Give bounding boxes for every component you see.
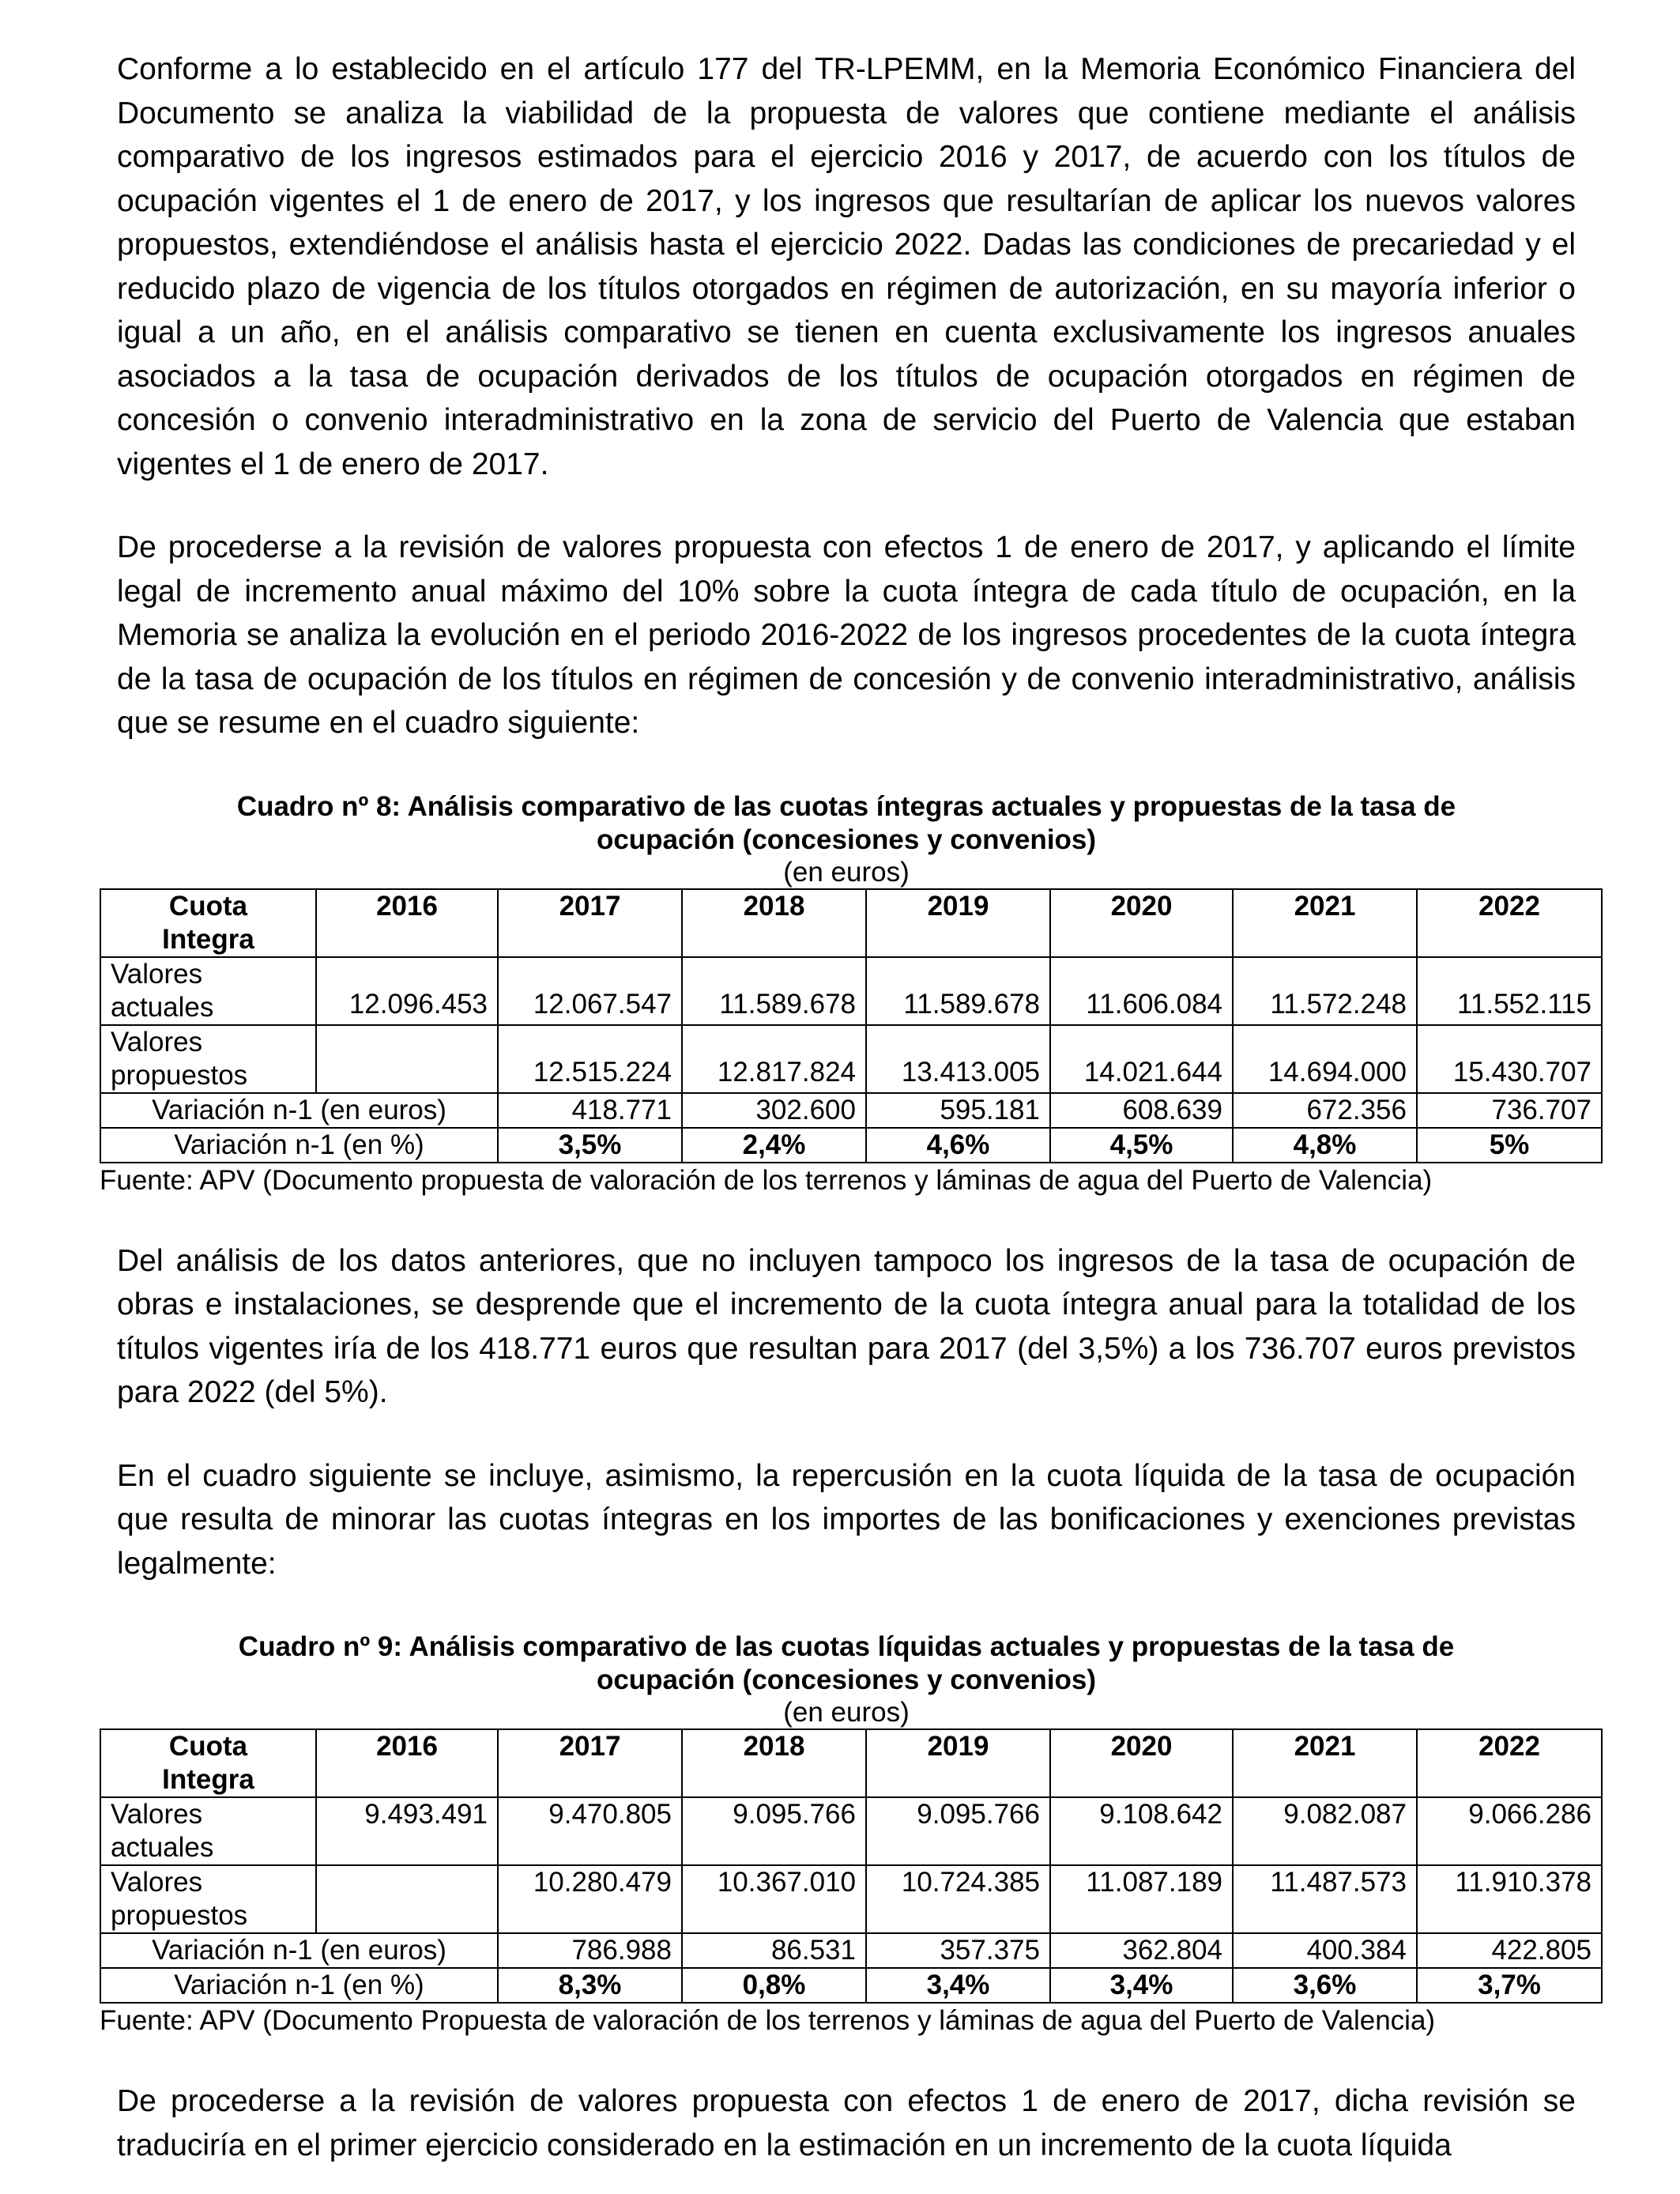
table-8-source: Fuente: APV (Documento propuesta de valoración de los terrenos y láminas de agua del Puerto de Valencia): [100, 1164, 1433, 1196]
row-label-line-2: propuestos: [111, 1059, 248, 1091]
row-label-line-2: propuestos: [111, 1900, 248, 1931]
cell-variation-pct: 3,4%: [1050, 1968, 1233, 2003]
cell-proposed: 14.021.644: [1050, 1025, 1233, 1093]
header-label-cell: [100, 889, 316, 957]
cell-actual: 11.606.084: [1050, 957, 1233, 1025]
table-row-variation-pct: [100, 1128, 1602, 1163]
cell-variation-euros: 357.375: [866, 1933, 1050, 1968]
header-year: 2019: [866, 1729, 1050, 1797]
cell-proposed: 12.817.824: [682, 1025, 866, 1093]
header-year: 2018: [682, 1729, 866, 1797]
table-row-actual: [100, 957, 1602, 1025]
cell-variation-euros: 422.805: [1417, 1933, 1602, 1968]
cell-variation-euros: 362.804: [1050, 1933, 1233, 1968]
table-row-proposed: [100, 1865, 1602, 1933]
cell-variation-pct: 4,8%: [1233, 1128, 1417, 1163]
table-row-actual: [100, 1797, 1602, 1865]
cell-proposed: 12.515.224: [498, 1025, 682, 1093]
row-label-line-2: actuales: [111, 1832, 214, 1863]
paragraph-2: De procederse a la revisión de valores propuesta con efectos 1 de enero de 2017, y aplicando el límite legal de incremento anual máximo del 10% sobre la cuota íntegra de cada título de ocupación, en la Memoria se analiza la evolución en el periodo 2016-2022 de los ingresos procedentes de la cuota íntegra de la tasa de ocupación de los títulos en régimen de concesión y de convenio interadministrativo, análisis que se resume en el cuadro siguiente:: [117, 530, 1576, 740]
table-row-variation-euros: [100, 1933, 1602, 1968]
table-9-caption: [93, 1630, 1599, 1697]
paragraph-3: Del análisis de los datos anteriores, que no incluyen tampoco los ingresos de la tasa de ocupación de obras e instalaciones, se desprende que el incremento de la cuota íntegra anual para la totalidad de los títulos vigentes iría de los 418.771 euros que resultan para 2017 (del 3,5%) a los 736.707 euros previstos para 2022 (del 5%).: [117, 1243, 1576, 1409]
cell-variation-pct: 4,6%: [866, 1128, 1050, 1163]
cell-actual: 11.552.115: [1417, 957, 1602, 1025]
cell-actual: 9.470.805: [498, 1797, 682, 1865]
cell-variation-pct: 3,7%: [1417, 1968, 1602, 2003]
table-8-caption-line-2: ocupación (concesiones y convenios): [596, 824, 1097, 855]
cell-variation-euros: 736.707: [1417, 1093, 1602, 1128]
header-year: 2017: [498, 1729, 682, 1797]
cell-variation-pct: 8,3%: [498, 1968, 682, 2003]
cell-variation-pct: 4,5%: [1050, 1128, 1233, 1163]
cell-variation-pct: 0,8%: [682, 1968, 866, 2003]
table-row-variation-euros: [100, 1093, 1602, 1128]
header-year: 2016: [316, 1729, 498, 1797]
row-label-line-1: Valores: [111, 1867, 203, 1898]
row-label-variation-pct: Variación n-1 (en %): [100, 1968, 498, 2003]
header-label-cell: [100, 1729, 316, 1797]
table-8: [100, 888, 1603, 1163]
cell-proposed: 14.694.000: [1233, 1025, 1417, 1093]
row-label-actual: [100, 957, 316, 1025]
table-9: [100, 1728, 1603, 2004]
header-year: 2017: [498, 889, 682, 957]
row-label-actual: [100, 1797, 316, 1865]
cell-variation-pct: 3,5%: [498, 1128, 682, 1163]
row-label-line-1: Valores: [111, 958, 203, 990]
table-header-row: [100, 1729, 1602, 1797]
header-year: 2020: [1050, 1729, 1233, 1797]
cell-variation-pct: 2,4%: [682, 1128, 866, 1163]
cell-variation-pct: 3,6%: [1233, 1968, 1417, 2003]
header-year: 2022: [1417, 889, 1602, 957]
table-9-block: [100, 1630, 1591, 2038]
table-8-caption: [93, 790, 1599, 857]
cell-actual: 9.095.766: [866, 1797, 1050, 1865]
cell-proposed: 13.413.005: [866, 1025, 1050, 1093]
row-label-variation-euros: Variación n-1 (en euros): [100, 1933, 498, 1968]
row-label-line-1: Valores: [111, 1026, 203, 1057]
cell-actual: 11.589.678: [682, 957, 866, 1025]
cell-proposed: 10.367.010: [682, 1865, 866, 1933]
header-label-line-2: Integra: [162, 923, 254, 955]
cell-variation-pct: 3,4%: [866, 1968, 1050, 2003]
header-label-line-1: Cuota: [168, 890, 248, 922]
table-8-block: [100, 790, 1591, 1198]
row-label-variation-euros: Variación n-1 (en euros): [100, 1093, 498, 1128]
cell-actual: 9.493.491: [316, 1797, 498, 1865]
header-label-line-1: Cuota: [168, 1731, 248, 1762]
cell-proposed: 11.087.189: [1050, 1865, 1233, 1933]
row-label-proposed: [100, 1025, 316, 1093]
cell-variation-euros: 418.771: [498, 1093, 682, 1128]
cell-variation-euros: 86.531: [682, 1933, 866, 1968]
row-label-proposed: [100, 1865, 316, 1933]
cell-actual: 12.096.453: [316, 957, 498, 1025]
row-label-line-1: Valores: [111, 1799, 203, 1830]
document-page: [100, 47, 1591, 2167]
header-year: 2021: [1233, 1729, 1417, 1797]
row-label-variation-pct: Variación n-1 (en %): [100, 1128, 498, 1163]
cell-variation-euros: 672.356: [1233, 1093, 1417, 1128]
header-label-line-2: Integra: [162, 1764, 254, 1795]
cell-proposed: 11.910.378: [1417, 1865, 1602, 1933]
cell-variation-euros: 302.600: [682, 1093, 866, 1128]
row-label-line-2: actuales: [111, 991, 214, 1023]
cell-actual: 9.082.087: [1233, 1797, 1417, 1865]
cell-proposed: 11.487.573: [1233, 1865, 1417, 1933]
cell-proposed: [316, 1865, 498, 1933]
table-row-proposed: [100, 1025, 1602, 1093]
cell-proposed: 10.280.479: [498, 1865, 682, 1933]
cell-proposed: 10.724.385: [866, 1865, 1050, 1933]
header-year: 2019: [866, 889, 1050, 957]
cell-actual: 11.572.248: [1233, 957, 1417, 1025]
header-year: 2020: [1050, 889, 1233, 957]
table-9-caption-line-1: Cuadro nº 9: Análisis comparativo de las cuotas líquidas actuales y propuestas de la tasa de: [238, 1631, 1455, 1662]
header-year: 2018: [682, 889, 866, 957]
header-year: 2021: [1233, 889, 1417, 957]
table-9-caption-line-2: ocupación (concesiones y convenios): [596, 1664, 1097, 1695]
cell-actual: 12.067.547: [498, 957, 682, 1025]
header-year: 2022: [1417, 1729, 1602, 1797]
cell-actual: 9.108.642: [1050, 1797, 1233, 1865]
cell-actual: 11.589.678: [866, 957, 1050, 1025]
table-row-variation-pct: [100, 1968, 1602, 2003]
cell-actual: 9.095.766: [682, 1797, 866, 1865]
cell-actual: 9.066.286: [1417, 1797, 1602, 1865]
cell-variation-pct: 5%: [1417, 1128, 1602, 1163]
table-9-units: (en euros): [783, 1697, 910, 1728]
header-year: 2016: [316, 889, 498, 957]
cell-variation-euros: 400.384: [1233, 1933, 1417, 1968]
cell-proposed: 15.430.707: [1417, 1025, 1602, 1093]
cell-variation-euros: 608.639: [1050, 1093, 1233, 1128]
paragraph-5: De procederse a la revisión de valores propuesta con efectos 1 de enero de 2017, dicha revisión se traduciría en el primer ejercicio considerado en la estimación en un incremento de la cuota líquida: [117, 2084, 1576, 2162]
table-8-caption-line-1: Cuadro nº 8: Análisis comparativo de las cuotas íntegras actuales y propuestas de la tasa de: [236, 790, 1456, 822]
paragraph-1: Conforme a lo establecido en el artículo 177 del TR-LPEMM, en la Memoria Económico Financiera del Documento se analiza la viabilidad de la propuesta de valores que contiene mediante el análisis comparativo de los ingresos estimados para el ejercicio 2016 y 2017, de acuerdo con los títulos de ocupación vigentes el 1 de enero de 2017, y los ingresos que resultarían de aplicar los nuevos valores propuestos, extendiéndose el análisis hasta el ejercicio 2022. Dadas las condiciones de precariedad y el reducido plazo de vigencia de los títulos otorgados en régimen de autorización, en su mayoría inferior o igual a un año, en el análisis comparativo se tienen en cuenta exclusivamente los ingresos anuales asociados a la tasa de ocupación derivados de los títulos de ocupación otorgados en régimen de concesión o convenio interadministrativo en la zona de servicio del Puerto de Valencia que estaban vigentes el 1 de enero de 2017.: [117, 52, 1576, 481]
cell-variation-euros: 786.988: [498, 1933, 682, 1968]
table-9-source: Fuente: APV (Documento Propuesta de valoración de los terrenos y láminas de agua del Puerto de Valencia): [100, 2005, 1436, 2036]
table-8-units: (en euros): [783, 856, 910, 888]
paragraph-4: En el cuadro siguiente se incluye, asimismo, la repercusión en la cuota líquida de la tasa de ocupación que resulta de minorar las cuotas íntegras en los importes de las bonificaciones y exenciones previstas legalmente:: [117, 1458, 1576, 1581]
cell-proposed: [316, 1025, 498, 1093]
cell-variation-euros: 595.181: [866, 1093, 1050, 1128]
table-header-row: [100, 889, 1602, 957]
